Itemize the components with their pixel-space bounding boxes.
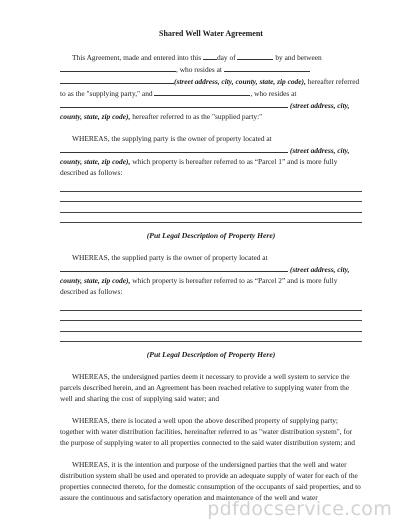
whereas-well-located-paragraph: WHEREAS, there is located a well upon the above described property of supplying party; together with water distribution facilities, hereinafter referred to as "water distribution system", for the purpose of supplying water to all properties connected to the said water distribution system; and bbox=[60, 416, 355, 447]
blank-supplied-party-name[interactable] bbox=[154, 87, 250, 96]
parcel-2-description-lines[interactable] bbox=[60, 300, 362, 342]
intro-paragraph: This Agreement, made and entered into this day of by and between , who resides at (street address, city, county, state, zip code), hereafter referred to as the "supplying party," and , who resides at (street address, city, county, state, zip code), hereafter referred to as the "supplied party:" bbox=[60, 53, 360, 121]
blank-supplying-party-address-2[interactable] bbox=[60, 75, 174, 84]
parcel-1-paragraph: WHEREAS, the supplying party is the owner of property located at (street address, city, county, state, zip code), which property is hereafter referred to as “Parcel 1” and is more fully described as follows: bbox=[60, 134, 350, 177]
whereas-well-system-paragraph: WHEREAS, the undersigned parties deem it necessary to provide a well system to service the parcels described herein, and an Agreement has been reached relative to supplying water from the well and sharing the cost of supplying said water; and bbox=[60, 372, 350, 403]
watermark: pdfdocservice.com bbox=[207, 498, 392, 520]
blank-supplying-party-address[interactable] bbox=[224, 63, 310, 72]
document-title: Shared Well Water Agreement bbox=[159, 29, 263, 38]
legal-description-placeholder-1: (Put Legal Description of Property Here) bbox=[146, 231, 276, 240]
blank-parcel-1-address[interactable] bbox=[60, 144, 288, 153]
blank-day[interactable] bbox=[203, 51, 217, 60]
legal-description-placeholder-2: (Put Legal Description of Property Here) bbox=[146, 350, 276, 359]
blank-supplied-party-address[interactable] bbox=[60, 99, 288, 108]
whereas-intention-paragraph: WHEREAS, it is the intention and purpose of the undersigned parties that the well and water distribution system shall be used and operated to provide an adequate supply of water for each of the properties connected thereto, for the domestic consumption of the occupants of said properties, and to assure the continuous and satisfactory operation and maintenance of the well and water bbox=[60, 460, 361, 502]
blank-supplying-party-name[interactable] bbox=[60, 63, 176, 72]
parcel-1-description-lines[interactable] bbox=[60, 181, 362, 223]
blank-month[interactable] bbox=[237, 51, 273, 60]
blank-parcel-2-address[interactable] bbox=[60, 263, 288, 272]
parcel-2-paragraph: WHEREAS, the supplied party is the owner of property located at (street address, city, county, state, zip code), which property is hereafter referred to as “Parcel 2” and is more fully described as follows: bbox=[60, 253, 350, 296]
